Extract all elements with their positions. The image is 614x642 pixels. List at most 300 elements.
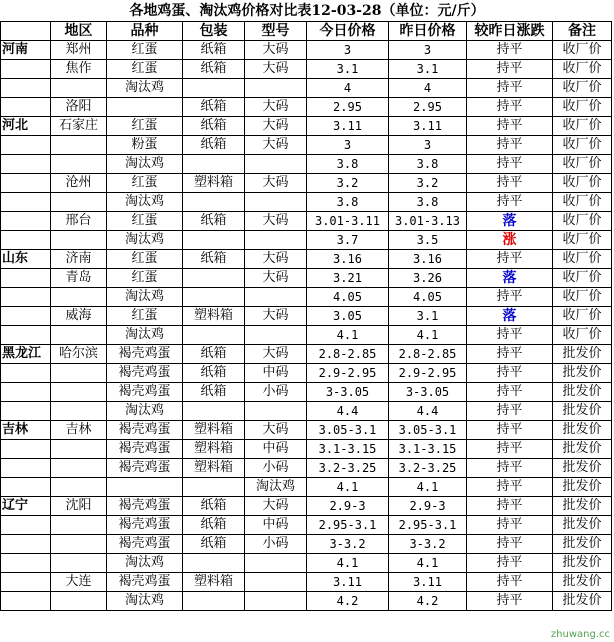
size-cell: 大码: [245, 269, 307, 288]
packaging-cell: [183, 326, 245, 345]
note-cell: 收厂价: [553, 136, 612, 155]
variety-cell: 淘汰鸡: [107, 402, 183, 421]
province-cell: [1, 269, 51, 288]
table-row: [1, 535, 612, 554]
size-cell: 中码: [245, 364, 307, 383]
note-cell: 收厂价: [553, 326, 612, 345]
packaging-cell: 纸箱: [183, 383, 245, 402]
note-cell: 批发价: [553, 573, 612, 592]
yesterday-price-cell: 4.1: [389, 478, 467, 497]
table-row: [1, 41, 612, 60]
province-cell: [1, 79, 51, 98]
today-price-cell: 3.1-3.15: [307, 440, 389, 459]
size-cell: 大码: [245, 136, 307, 155]
packaging-cell: [183, 288, 245, 307]
province-cell: [1, 288, 51, 307]
variety-cell: [107, 478, 183, 497]
packaging-cell: 纸箱: [183, 345, 245, 364]
note-cell: 批发价: [553, 402, 612, 421]
change-cell: 持平: [467, 41, 553, 60]
note-cell: 收厂价: [553, 269, 612, 288]
packaging-cell: 纸箱: [183, 60, 245, 79]
yesterday-price-cell: 3.8: [389, 193, 467, 212]
size-cell: 小码: [245, 535, 307, 554]
yesterday-price-cell: 3.11: [389, 573, 467, 592]
city-cell: 焦作: [51, 60, 107, 79]
yesterday-price-cell: 2.95: [389, 98, 467, 117]
today-price-cell: 4.1: [307, 478, 389, 497]
today-price-cell: 3.7: [307, 231, 389, 250]
city-cell: 沈阳: [51, 497, 107, 516]
province-cell: [1, 212, 51, 231]
note-cell: 批发价: [553, 516, 612, 535]
province-cell: [1, 307, 51, 326]
size-cell: 大码: [245, 497, 307, 516]
table-body: [1, 22, 612, 611]
today-price-cell: 2.9-2.95: [307, 364, 389, 383]
today-price-cell: 3.01-3.11: [307, 212, 389, 231]
province-cell: [1, 573, 51, 592]
size-cell: [245, 592, 307, 611]
city-cell: [51, 288, 107, 307]
packaging-cell: 纸箱: [183, 41, 245, 60]
today-price-cell: 4: [307, 79, 389, 98]
today-price-cell: 3: [307, 136, 389, 155]
header-today-price: 今日价格: [307, 22, 389, 41]
variety-cell: 褐壳鸡蛋: [107, 345, 183, 364]
note-cell: 批发价: [553, 440, 612, 459]
city-cell: 沧州: [51, 174, 107, 193]
today-price-cell: 3-3.2: [307, 535, 389, 554]
packaging-cell: 纸箱: [183, 516, 245, 535]
table-row: [1, 155, 612, 174]
packaging-cell: [183, 592, 245, 611]
change-cell: 持平: [467, 193, 553, 212]
table-row: [1, 516, 612, 535]
province-cell: [1, 402, 51, 421]
province-cell: [1, 554, 51, 573]
city-cell: [51, 592, 107, 611]
yesterday-price-cell: 3-3.2: [389, 535, 467, 554]
header-size: 型号: [245, 22, 307, 41]
table-row: [1, 402, 612, 421]
table-row: [1, 174, 612, 193]
variety-cell: 粉蛋: [107, 136, 183, 155]
table-row: [1, 345, 612, 364]
note-cell: 收厂价: [553, 250, 612, 269]
note-cell: 批发价: [553, 345, 612, 364]
table-row: [1, 98, 612, 117]
city-cell: [51, 79, 107, 98]
header-change: 较昨日涨跌: [467, 22, 553, 41]
change-cell: 持平: [467, 516, 553, 535]
province-cell: 山东: [1, 250, 51, 269]
today-price-cell: 4.1: [307, 326, 389, 345]
size-cell: 大码: [245, 345, 307, 364]
variety-cell: 红蛋: [107, 269, 183, 288]
city-cell: [51, 554, 107, 573]
yesterday-price-cell: 4.2: [389, 592, 467, 611]
today-price-cell: 3.2-3.25: [307, 459, 389, 478]
today-price-cell: 3.1: [307, 60, 389, 79]
today-price-cell: 4.2: [307, 592, 389, 611]
yesterday-price-cell: 3: [389, 136, 467, 155]
size-cell: 淘汰鸡: [245, 478, 307, 497]
note-cell: 批发价: [553, 478, 612, 497]
table-row: [1, 136, 612, 155]
city-cell: [51, 193, 107, 212]
packaging-cell: 纸箱: [183, 136, 245, 155]
change-cell: 持平: [467, 60, 553, 79]
note-cell: 收厂价: [553, 288, 612, 307]
change-cell: 持平: [467, 459, 553, 478]
yesterday-price-cell: 3.8: [389, 155, 467, 174]
packaging-cell: 纸箱: [183, 250, 245, 269]
variety-cell: 褐壳鸡蛋: [107, 364, 183, 383]
city-cell: [51, 459, 107, 478]
province-cell: [1, 174, 51, 193]
province-cell: [1, 440, 51, 459]
packaging-cell: 塑料箱: [183, 440, 245, 459]
note-cell: 收厂价: [553, 79, 612, 98]
city-cell: [51, 326, 107, 345]
city-cell: 威海: [51, 307, 107, 326]
yesterday-price-cell: 4.05: [389, 288, 467, 307]
today-price-cell: 2.9-3: [307, 497, 389, 516]
variety-cell: [107, 98, 183, 117]
header-packaging: 包装: [183, 22, 245, 41]
yesterday-price-cell: 3.5: [389, 231, 467, 250]
variety-cell: 红蛋: [107, 307, 183, 326]
change-cell: 持平: [467, 497, 553, 516]
table-row: [1, 60, 612, 79]
change-cell: 持平: [467, 98, 553, 117]
variety-cell: 红蛋: [107, 174, 183, 193]
variety-cell: 淘汰鸡: [107, 554, 183, 573]
variety-cell: 淘汰鸡: [107, 326, 183, 345]
province-cell: [1, 383, 51, 402]
change-cell: 持平: [467, 79, 553, 98]
yesterday-price-cell: 4: [389, 79, 467, 98]
size-cell: [245, 155, 307, 174]
table-row: [1, 250, 612, 269]
variety-cell: 红蛋: [107, 212, 183, 231]
change-cell: 持平: [467, 573, 553, 592]
province-cell: [1, 535, 51, 554]
province-cell: 河南: [1, 41, 51, 60]
today-price-cell: 3-3.05: [307, 383, 389, 402]
change-cell: 落: [467, 212, 553, 231]
note-cell: 收厂价: [553, 117, 612, 136]
page-title: 各地鸡蛋、淘汰鸡价格对比表12-03-28（单位：元/斤）: [129, 3, 485, 19]
header-province: [1, 22, 51, 41]
packaging-cell: 塑料箱: [183, 573, 245, 592]
city-cell: [51, 155, 107, 174]
today-price-cell: 3.05-3.1: [307, 421, 389, 440]
province-cell: [1, 459, 51, 478]
note-cell: 收厂价: [553, 307, 612, 326]
note-cell: 收厂价: [553, 174, 612, 193]
today-price-cell: 3.11: [307, 573, 389, 592]
province-cell: 河北: [1, 117, 51, 136]
table-row: [1, 231, 612, 250]
variety-cell: 褐壳鸡蛋: [107, 516, 183, 535]
size-cell: 大码: [245, 250, 307, 269]
variety-cell: 淘汰鸡: [107, 155, 183, 174]
table-row: [1, 269, 612, 288]
today-price-cell: 3.16: [307, 250, 389, 269]
header-note: 备注: [553, 22, 612, 41]
size-cell: 中码: [245, 516, 307, 535]
today-price-cell: 3.8: [307, 155, 389, 174]
table-row: [1, 326, 612, 345]
city-cell: [51, 516, 107, 535]
city-cell: [51, 440, 107, 459]
packaging-cell: [183, 402, 245, 421]
table-row: [1, 554, 612, 573]
packaging-cell: 塑料箱: [183, 459, 245, 478]
packaging-cell: 纸箱: [183, 117, 245, 136]
city-cell: 郑州: [51, 41, 107, 60]
yesterday-price-cell: 3.2-3.25: [389, 459, 467, 478]
packaging-cell: 纸箱: [183, 535, 245, 554]
province-cell: [1, 193, 51, 212]
province-cell: [1, 60, 51, 79]
yesterday-price-cell: 3.1-3.15: [389, 440, 467, 459]
size-cell: [245, 79, 307, 98]
today-price-cell: 4.1: [307, 554, 389, 573]
province-cell: [1, 478, 51, 497]
variety-cell: 淘汰鸡: [107, 592, 183, 611]
variety-cell: 淘汰鸡: [107, 288, 183, 307]
table-row: [1, 288, 612, 307]
header-region: 地区: [51, 22, 107, 41]
packaging-cell: [183, 155, 245, 174]
size-cell: 大码: [245, 174, 307, 193]
province-cell: [1, 516, 51, 535]
packaging-cell: [183, 79, 245, 98]
today-price-cell: 3: [307, 41, 389, 60]
size-cell: [245, 326, 307, 345]
packaging-cell: 塑料箱: [183, 421, 245, 440]
change-cell: 持平: [467, 554, 553, 573]
change-cell: 持平: [467, 440, 553, 459]
yesterday-price-cell: 3.26: [389, 269, 467, 288]
yesterday-price-cell: 3.11: [389, 117, 467, 136]
today-price-cell: 2.95: [307, 98, 389, 117]
note-cell: 收厂价: [553, 193, 612, 212]
size-cell: [245, 193, 307, 212]
today-price-cell: 4.4: [307, 402, 389, 421]
city-cell: 青岛: [51, 269, 107, 288]
today-price-cell: 3.2: [307, 174, 389, 193]
note-cell: 收厂价: [553, 60, 612, 79]
province-cell: 黑龙江: [1, 345, 51, 364]
variety-cell: 褐壳鸡蛋: [107, 383, 183, 402]
city-cell: [51, 383, 107, 402]
change-cell: 持平: [467, 402, 553, 421]
size-cell: 大码: [245, 98, 307, 117]
city-cell: 吉林: [51, 421, 107, 440]
size-cell: 大码: [245, 41, 307, 60]
table-row: [1, 364, 612, 383]
packaging-cell: [183, 554, 245, 573]
variety-cell: 褐壳鸡蛋: [107, 535, 183, 554]
city-cell: [51, 402, 107, 421]
table-row: [1, 193, 612, 212]
header-yesterday-price: 昨日价格: [389, 22, 467, 41]
packaging-cell: [183, 478, 245, 497]
yesterday-price-cell: 4.1: [389, 554, 467, 573]
city-cell: [51, 231, 107, 250]
city-cell: 石家庄: [51, 117, 107, 136]
yesterday-price-cell: 3.01-3.13: [389, 212, 467, 231]
site-watermark: zhuwang.cc: [550, 629, 610, 640]
size-cell: [245, 402, 307, 421]
city-cell: [51, 478, 107, 497]
today-price-cell: 2.95-3.1: [307, 516, 389, 535]
city-cell: [51, 535, 107, 554]
note-cell: 批发价: [553, 459, 612, 478]
change-cell: 持平: [467, 326, 553, 345]
change-cell: 持平: [467, 592, 553, 611]
note-cell: 批发价: [553, 554, 612, 573]
note-cell: 批发价: [553, 421, 612, 440]
packaging-cell: 塑料箱: [183, 307, 245, 326]
today-price-cell: 4.05: [307, 288, 389, 307]
table-row: [1, 459, 612, 478]
province-cell: [1, 136, 51, 155]
packaging-cell: [183, 269, 245, 288]
packaging-cell: 塑料箱: [183, 174, 245, 193]
size-cell: 大码: [245, 212, 307, 231]
city-cell: 哈尔滨: [51, 345, 107, 364]
variety-cell: 褐壳鸡蛋: [107, 497, 183, 516]
change-cell: 持平: [467, 136, 553, 155]
table-row: [1, 79, 612, 98]
city-cell: 邢台: [51, 212, 107, 231]
size-cell: 小码: [245, 459, 307, 478]
table-row: [1, 440, 612, 459]
province-cell: [1, 155, 51, 174]
change-cell: 持平: [467, 421, 553, 440]
packaging-cell: 纸箱: [183, 212, 245, 231]
table-row: [1, 592, 612, 611]
yesterday-price-cell: 2.9-2.95: [389, 364, 467, 383]
size-cell: 大码: [245, 421, 307, 440]
change-cell: 持平: [467, 345, 553, 364]
yesterday-price-cell: 3.16: [389, 250, 467, 269]
size-cell: [245, 554, 307, 573]
note-cell: 批发价: [553, 592, 612, 611]
yesterday-price-cell: 4.1: [389, 326, 467, 345]
yesterday-price-cell: 2.9-3: [389, 497, 467, 516]
table-row: [1, 421, 612, 440]
yesterday-price-cell: 3.05-3.1: [389, 421, 467, 440]
province-cell: [1, 231, 51, 250]
size-cell: 大码: [245, 60, 307, 79]
variety-cell: 红蛋: [107, 60, 183, 79]
size-cell: [245, 231, 307, 250]
packaging-cell: [183, 231, 245, 250]
variety-cell: 褐壳鸡蛋: [107, 459, 183, 478]
change-cell: 持平: [467, 364, 553, 383]
table-row: [1, 307, 612, 326]
note-cell: 收厂价: [553, 155, 612, 174]
yesterday-price-cell: 3: [389, 41, 467, 60]
variety-cell: 红蛋: [107, 117, 183, 136]
yesterday-price-cell: 3.1: [389, 307, 467, 326]
note-cell: 收厂价: [553, 41, 612, 60]
province-cell: [1, 98, 51, 117]
table-row: [1, 117, 612, 136]
yesterday-price-cell: 3.1: [389, 60, 467, 79]
change-cell: 持平: [467, 250, 553, 269]
note-cell: 批发价: [553, 364, 612, 383]
table-row: [1, 212, 612, 231]
table-row: [1, 497, 612, 516]
table-row: [1, 573, 612, 592]
size-cell: 中码: [245, 440, 307, 459]
change-cell: 持平: [467, 478, 553, 497]
variety-cell: 淘汰鸡: [107, 231, 183, 250]
table-row: [1, 383, 612, 402]
city-cell: 大连: [51, 573, 107, 592]
note-cell: 收厂价: [553, 231, 612, 250]
packaging-cell: 纸箱: [183, 497, 245, 516]
size-cell: 大码: [245, 117, 307, 136]
city-cell: 济南: [51, 250, 107, 269]
today-price-cell: 3.21: [307, 269, 389, 288]
variety-cell: 红蛋: [107, 250, 183, 269]
province-cell: [1, 592, 51, 611]
packaging-cell: [183, 193, 245, 212]
change-cell: 落: [467, 307, 553, 326]
yesterday-price-cell: 2.95-3.1: [389, 516, 467, 535]
city-cell: 洛阳: [51, 98, 107, 117]
yesterday-price-cell: 3-3.05: [389, 383, 467, 402]
size-cell: 小码: [245, 383, 307, 402]
variety-cell: 淘汰鸡: [107, 193, 183, 212]
yesterday-price-cell: 2.8-2.85: [389, 345, 467, 364]
price-table: [0, 21, 612, 611]
variety-cell: 褐壳鸡蛋: [107, 573, 183, 592]
header-variety: 品种: [107, 22, 183, 41]
variety-cell: 褐壳鸡蛋: [107, 440, 183, 459]
table-row: [1, 478, 612, 497]
change-cell: 持平: [467, 117, 553, 136]
today-price-cell: 2.8-2.85: [307, 345, 389, 364]
city-cell: [51, 136, 107, 155]
change-cell: 持平: [467, 155, 553, 174]
change-cell: 持平: [467, 288, 553, 307]
change-cell: 涨: [467, 231, 553, 250]
size-cell: 大码: [245, 307, 307, 326]
note-cell: 批发价: [553, 497, 612, 516]
packaging-cell: 纸箱: [183, 98, 245, 117]
packaging-cell: 纸箱: [183, 364, 245, 383]
city-cell: [51, 364, 107, 383]
change-cell: 持平: [467, 174, 553, 193]
province-cell: 吉林: [1, 421, 51, 440]
province-cell: [1, 364, 51, 383]
province-cell: [1, 326, 51, 345]
variety-cell: 淘汰鸡: [107, 79, 183, 98]
size-cell: [245, 288, 307, 307]
change-cell: 落: [467, 269, 553, 288]
note-cell: 批发价: [553, 535, 612, 554]
variety-cell: 红蛋: [107, 41, 183, 60]
